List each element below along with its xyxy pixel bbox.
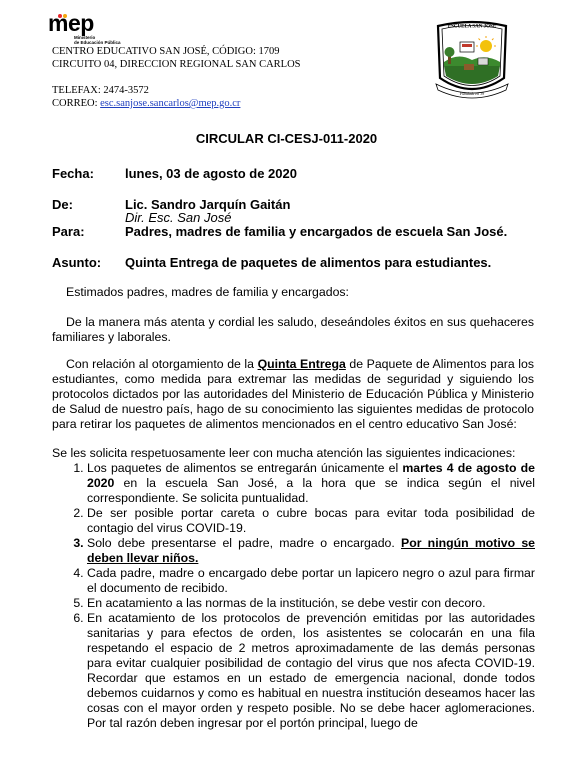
item-1-after: en la escuela San José, a la hora que se indica según el nivel correspondiente. Se solicita puntualidad.	[87, 476, 535, 505]
item-3-bold: Por ningún motivo se deben llevar niños.	[87, 536, 535, 565]
para-label: Para:	[52, 224, 85, 239]
greeting: Estimados padres, madres de familia y encargados:	[66, 285, 349, 299]
de-value: Lic. Sandro Jarquín Gaitán	[125, 197, 291, 212]
list-item	[87, 461, 535, 506]
instructions-list	[52, 461, 535, 731]
item-3-before: Solo debe presentarse el padre, madre o encargado.	[87, 536, 401, 550]
header-line2: CIRCUITO 04, DIRECCION REGIONAL SAN CARLOS	[52, 59, 301, 70]
fecha-label: Fecha:	[52, 166, 94, 181]
list-item: 2. De ser posible portar careta o cubre bocas para evitar toda posibilidad de contagio del virus COVID-19.	[87, 506, 535, 536]
instructions-intro: Se les solicita respetuosamente leer con mucha atención las siguientes indicaciones:	[52, 446, 516, 460]
paragraph-2-before: Con relación al otorgamiento de la	[66, 357, 258, 371]
de-label: De:	[52, 197, 73, 212]
asunto-value: Quinta Entrega de paquetes de alimentos para estudiantes.	[125, 255, 492, 270]
item-1-before: Los paquetes de alimentos se entregarán únicamente el	[87, 461, 403, 475]
correo-label: CORREO:	[52, 98, 101, 109]
paragraph-2-highlight: Quinta Entrega	[257, 357, 346, 371]
fecha-value: lunes, 03 de agosto de 2020	[125, 166, 297, 181]
list-item: 6. En acatamiento de los protocolos de prevención emitidas por las autoridades sanitarias y para efectos de orden, los asistentes se colocarán en una fila respetando el espacio de 2 metros aproximadamente de las demás personas para evitar cualquier posibilidad de contagio del virus que nos afecta COVID-19. Recordar que estamos en un estado de emergencia nacional, donde todos debemos cuidarnos y como es habitual en nuestra institución deseamos hacer las cosas con el mayor orden y respeto posible. No se debe hacer aglomeraciones. Por tal razón deben ingresar por el portón principal, luego de	[87, 611, 535, 731]
paragraph-1: De la manera más atenta y cordial les saludo, deseándoles éxitos en sus quehaceres familiares y laborales.	[52, 315, 534, 344]
asunto-label: Asunto:	[52, 255, 102, 270]
item-1-bold: martes 4 de agosto de 2020	[87, 461, 535, 490]
crest-top-text: ESCUELA SAN JOSÉ	[447, 24, 497, 30]
paragraph-2	[52, 357, 534, 432]
list-item: 5. En acatamiento a las normas de la institución, se debe vestir con decoro.	[87, 596, 535, 611]
list-item	[87, 536, 535, 566]
logo-subtitle	[74, 35, 121, 45]
list-item: 4. Cada padre, madre o encargado debe portar un lapicero negro o azul para firmar el documento de recibido.	[87, 566, 535, 596]
mep-logo	[48, 10, 143, 46]
de-role: Dir. Esc. San José	[125, 210, 232, 225]
circular-title: CIRCULAR CI-CESJ-011-2020	[195, 131, 378, 146]
paragraph-2-after: de Paquete de Alimentos para los estudiantes, como medida para extremar las medidas de seguridad y siguiendo los protocolos dictados por las autoridades del Ministerio de Educación Pública y Ministerio de Salud de nuestro país, hago de su conocimiento las siguientes medidas de protocolo para retirar los paquetes de alimentos mencionados en el centro educativo San José:	[52, 357, 534, 431]
header-telefax: TELEFAX: 2474-3572	[52, 85, 149, 96]
school-crest-icon	[424, 16, 520, 106]
email-link[interactable]: esc.sanjose.sancarlos@mep.go.cr	[100, 98, 241, 109]
logo-subtitle-line2: de Educación Pública	[74, 40, 121, 45]
school-header	[52, 45, 301, 110]
crest-bottom-text: Fundada en 19	[459, 91, 485, 96]
para-value: Padres, madres de familia y encargados de escuela San José.	[125, 224, 508, 239]
logo-word: mep	[48, 10, 94, 36]
logo-subtitle-line1: Ministerio	[74, 35, 96, 40]
header-line1: CENTRO EDUCATIVO SAN JOSÉ, CÓDIGO: 1709	[52, 46, 280, 57]
header-correo	[52, 97, 301, 110]
